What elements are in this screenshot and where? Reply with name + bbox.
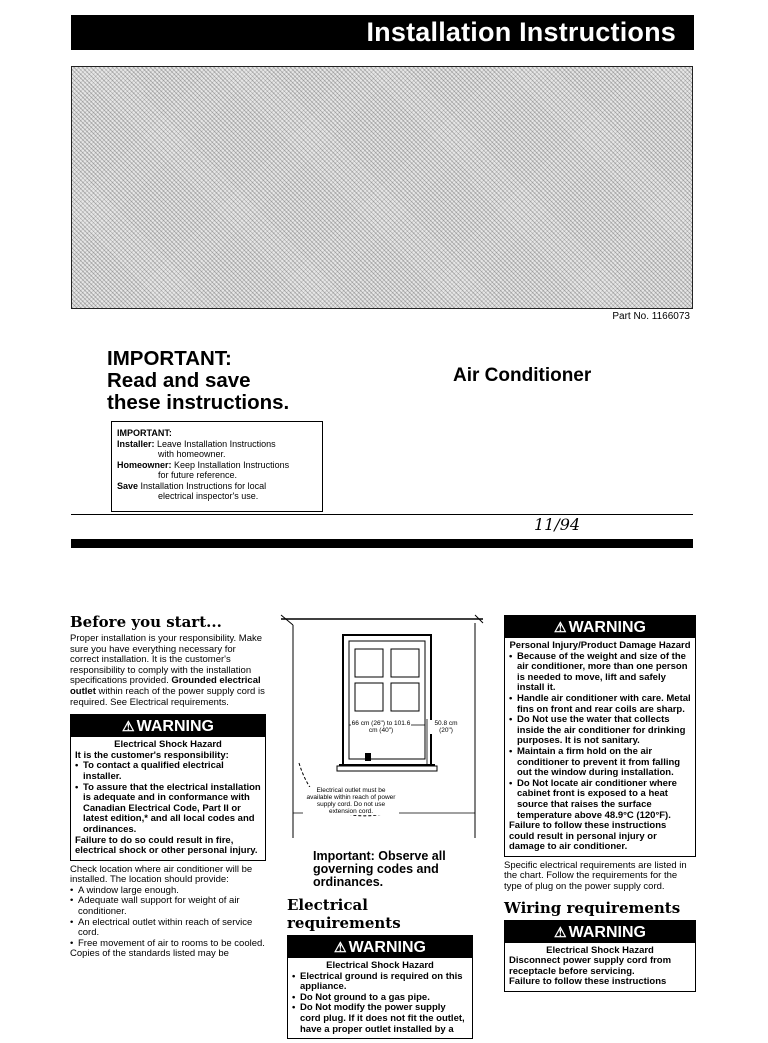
note-installer-cont: with homeowner. [158, 449, 226, 459]
warning-box-injury [504, 615, 696, 857]
warning-box-ground [287, 935, 473, 1039]
warning-lead: It is the customer's responsibility: [75, 749, 229, 761]
note-homeowner-cont: for future reference. [158, 470, 238, 480]
note-save-cont: electrical inspector's use. [158, 491, 259, 501]
column-electrical-requirements [287, 896, 473, 1043]
standards-paragraph: Copies of the standards listed may be [70, 948, 229, 960]
divider-thick [71, 539, 693, 548]
list-item: • A window large enough. [70, 886, 266, 897]
outlet-note: Electrical outlet must be available within reach of power supply cord. Do not use extension cord. [303, 787, 399, 815]
warning-title: Personal Injury/Product Damage Hazard [509, 640, 691, 651]
warning-header: ⚠ WARNING [288, 936, 472, 958]
list-item: • To contact a qualified electrical installer. [75, 761, 261, 782]
warning-list [509, 652, 691, 822]
list-item: • Do Not locate air conditioner where cabinet front is exposed to a heat source that raises the surface temperature above 48.9°C (120°F). [509, 779, 691, 821]
list-item: • Maintain a firm hold on the air conditioner to prevent it from falling out the window during installation. [509, 747, 691, 779]
requirements-paragraph: Specific electrical requirements are listed in the chart. Follow the requirements for the type of plug on the power supply cord. [504, 859, 687, 893]
handwritten-date: 11/94 [534, 515, 581, 534]
warning-failure: Failure to follow these instructions [509, 976, 667, 988]
list-item: • Free movement of air to rooms to be cooled. [70, 939, 266, 950]
observe-codes-note: Important: Observe all governing codes and ordinances. [313, 849, 446, 889]
column-before-you-start [70, 613, 266, 960]
warning-box-wiring [504, 920, 696, 992]
divider-thin [71, 514, 693, 515]
important-note-box [111, 421, 323, 512]
warning-header: ⚠ WARNING [71, 715, 265, 737]
product-name: Air Conditioner [453, 365, 592, 386]
window-diagram [279, 613, 485, 845]
height-dimension-label: 50.8 cm (20") [429, 720, 463, 734]
location-list [70, 886, 266, 950]
heading-electrical-requirements: Electrical requirements [287, 896, 401, 932]
intro-paragraph: Proper installation is your responsibility. Make sure you have everything necessary for correct installation. It is the customer's responsibility to comply with the installation specifications provided. Grounded electrical outlet within reach of the power supply cord is required. See Electrical requirements. [70, 633, 265, 708]
width-dimension-label: 66 cm (26") to 101.6 cm (40") [351, 720, 411, 734]
list-item: • Handle air conditioner with care. Metal fins on front and rear coils are sharp. [509, 694, 691, 715]
warning-title: Electrical Shock Hazard [326, 960, 434, 971]
warning-box-electrical [70, 714, 266, 861]
warning-list [75, 761, 261, 835]
warning-header: ⚠ WARNING [505, 921, 695, 943]
list-item: • Do Not use the water that collects inside the air conditioner for drinking purposes. It is not sanitary. [509, 715, 691, 747]
warning-title: Electrical Shock Hazard [546, 944, 654, 956]
warning-triangle-icon: ⚠ [122, 718, 135, 735]
cover-illustration [71, 66, 693, 309]
note-homeowner: Homeowner: Keep Installation Instructions [117, 459, 290, 470]
list-item: • Because of the weight and size of the air conditioner, more than one person is needed to move, lift and safely install it. [509, 652, 691, 694]
important-notice [107, 348, 289, 414]
warning-title: Electrical Shock Hazard [114, 739, 222, 751]
list-item: • Electrical ground is required on this appliance. [292, 972, 468, 993]
column-safety [504, 615, 696, 996]
title-bar [71, 15, 694, 50]
list-item: • Do Not ground to a gas pipe. [292, 993, 468, 1004]
part-number: Part No. 1166073 [612, 311, 690, 322]
warning-failure: Failure to do so could result in fire, electrical shock or other personal injury. [75, 834, 258, 857]
list-item: • Adequate wall support for weight of air conditioner. [70, 896, 266, 917]
important-line-1: IMPORTANT: [107, 347, 232, 370]
list-item: • An electrical outlet within reach of service cord. [70, 918, 266, 939]
important-line-3: these instructions. [107, 391, 290, 414]
heading-before-you-start: Before you start... [70, 613, 222, 631]
page-title: Installation Instructions [366, 17, 676, 47]
note-save: Save Installation Instructions for local [117, 480, 267, 491]
location-paragraph: Check location where air conditioner will be installed. The location should provide: [70, 863, 253, 886]
note-box-head: IMPORTANT: [117, 428, 172, 438]
heading-wiring-requirements: Wiring requirements [504, 898, 681, 917]
warning-list [292, 972, 468, 1036]
warning-failure: Failure to follow these instructions could result in personal injury or damage to air conditioner. [509, 820, 667, 853]
warning-triangle-icon: ⚠ [334, 939, 347, 955]
warning-header: ⚠ WARNING [505, 616, 695, 638]
list-item: • Do Not modify the power supply cord plug. If it does not fit the outlet, have a proper outlet installed by a [292, 1003, 468, 1035]
warning-triangle-icon: ⚠ [554, 619, 567, 635]
important-line-2: Read and save [107, 369, 251, 392]
note-installer: Installer: Leave Installation Instructions [117, 438, 276, 449]
list-item: • To assure that the electrical installation is adequate and in conformance with Canadian Electrical Code, Part II or latest edition,* and all local codes and ordinances. [75, 783, 261, 836]
warning-text: Disconnect power supply cord from receptacle before servicing. [509, 955, 672, 977]
warning-triangle-icon: ⚠ [554, 923, 567, 940]
